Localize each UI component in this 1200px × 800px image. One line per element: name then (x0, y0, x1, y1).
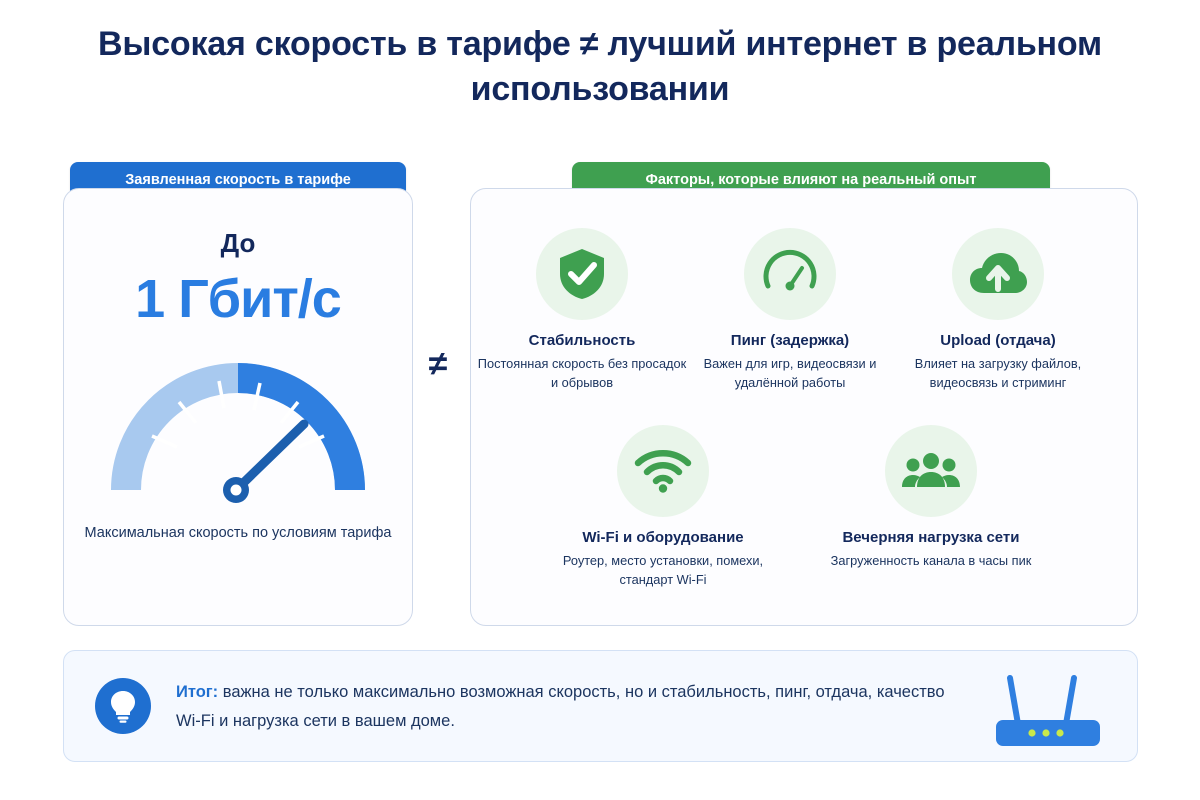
factor-stability (477, 228, 687, 392)
factor-upload (893, 228, 1103, 392)
factor-title: Вечерняя нагрузка сети (842, 529, 1020, 546)
factor-title: Upload (отдача) (940, 332, 1056, 349)
summary-text (176, 678, 966, 736)
not-equal-symbol: ≠ (428, 345, 448, 383)
wifi-icon (617, 425, 709, 517)
factor-description: Роутер, место установки, помехи, стандарт Wi-Fi (562, 553, 764, 587)
users-group-icon (885, 425, 977, 517)
factor-description: Влияет на загрузку файлов, видеосвязь и стриминг (914, 356, 1082, 390)
factor-title: Wi-Fi и оборудование (582, 529, 744, 546)
factor-description: Важен для игр, видеосвязи и удалённой работы (703, 356, 877, 390)
declared-speed-caption: Максимальная скорость по условиям тарифа (84, 525, 392, 541)
cloud-upload-icon (952, 228, 1044, 320)
factor-evening-load (826, 425, 1036, 571)
speed-prefix: До (220, 228, 256, 258)
factor-wifi (558, 425, 768, 589)
lightbulb-icon (95, 678, 151, 734)
router-icon (988, 672, 1108, 750)
factor-description: Постоянная скорость без просадок и обрывов (477, 356, 687, 390)
gauge-icon (744, 228, 836, 320)
factor-title: Пинг (задержка) (730, 332, 850, 349)
factor-ping (685, 228, 895, 392)
page-title: Высокая скорость в тарифе ≠ лучший интернет в реальном использовании (98, 25, 1102, 108)
speedometer-gauge (108, 358, 368, 508)
summary-body: важна не только максимально возможная скорость, но и стабильность, пинг, отдача, качество Wi-Fi и нагрузка сети в вашем доме. (176, 683, 945, 730)
speed-value: 1 Гбит/с (135, 269, 341, 329)
summary-label: Итог: (176, 683, 219, 701)
factor-title: Стабильность (528, 332, 636, 349)
shield-check-icon (536, 228, 628, 320)
factor-description: Загруженность канала в часы пик (830, 553, 1032, 568)
left-panel-badge-label: Заявленная скорость в тарифе (125, 172, 351, 188)
right-panel-badge-label: Факторы, которые влияют на реальный опыт (645, 172, 977, 188)
